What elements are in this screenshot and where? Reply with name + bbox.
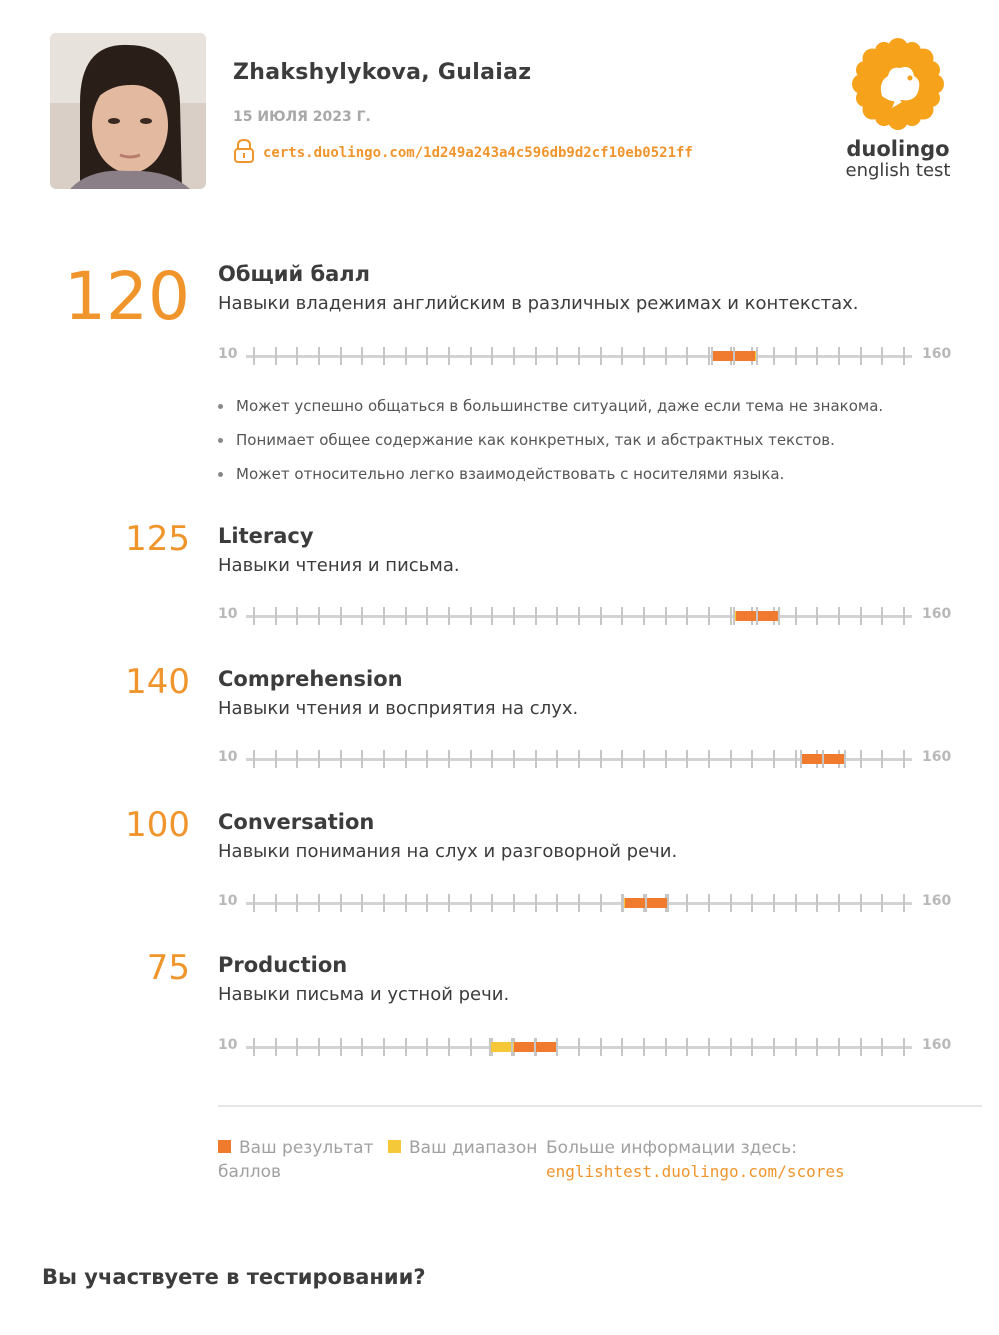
scale-tick <box>405 750 407 768</box>
scale-tick <box>773 894 775 912</box>
scale-tick <box>578 607 580 625</box>
scale-tick <box>318 347 320 365</box>
scale-tick <box>318 894 320 912</box>
literacy-title: Literacy <box>218 524 314 548</box>
legend-divider <box>218 1105 982 1107</box>
candidate-photo <box>50 33 206 189</box>
footer-question: Вы участвуете в тестировании? <box>42 1265 426 1289</box>
scale-tick <box>491 894 493 912</box>
scale-tick <box>340 347 342 365</box>
scale-tick <box>470 347 472 365</box>
scale-tick <box>816 607 818 625</box>
legend-result-label: Ваш результат <box>239 1138 374 1158</box>
conversation-title: Conversation <box>218 810 375 834</box>
scale-tick <box>751 1038 753 1056</box>
scale-tick <box>903 894 905 912</box>
scale-tick <box>556 347 558 365</box>
scale-tick <box>448 607 450 625</box>
scale-tick <box>773 1038 775 1056</box>
scale-min-label: 10 <box>218 893 238 909</box>
scale-tick <box>448 750 450 768</box>
scale-tick <box>253 607 255 625</box>
scale-tick <box>296 1038 298 1056</box>
scale-tick <box>470 894 472 912</box>
scale-tick <box>773 750 775 768</box>
scale-tick <box>795 607 797 625</box>
scale-tick <box>426 607 428 625</box>
range-divider <box>711 347 713 365</box>
scale-tick <box>470 1038 472 1056</box>
scale-tick <box>860 347 862 365</box>
scale-tick <box>665 347 667 365</box>
scale-tick <box>773 347 775 365</box>
scale-tick <box>405 894 407 912</box>
bullet-item: Может относительно легко взаимодействовать с носителями языка. <box>218 464 883 498</box>
range-divider <box>756 607 758 625</box>
scale-tick <box>860 894 862 912</box>
scale-tick <box>361 1038 363 1056</box>
scale-tick <box>578 750 580 768</box>
scale-tick <box>730 894 732 912</box>
conversation-score: 100 <box>125 805 190 845</box>
more-info-label: Больше информации здесь: <box>546 1138 797 1158</box>
overall-score: 120 <box>64 258 190 335</box>
scale-tick <box>578 1038 580 1056</box>
scale-tick <box>881 607 883 625</box>
result-swatch <box>218 1140 231 1153</box>
scale-tick <box>838 347 840 365</box>
scale-tick <box>426 750 428 768</box>
scale-tick <box>405 347 407 365</box>
range-divider <box>667 894 669 912</box>
literacy-description: Навыки чтения и письма. <box>218 555 460 576</box>
scale-tick <box>838 1038 840 1056</box>
scale-tick <box>513 894 515 912</box>
scale-tick <box>491 607 493 625</box>
scale-tick <box>405 607 407 625</box>
scale-tick <box>665 607 667 625</box>
logo-brand: duolingo <box>846 137 950 161</box>
scale-tick <box>383 607 385 625</box>
logo-subtitle: english test <box>845 160 951 181</box>
test-date: 15 ИЮЛЯ 2023 Г. <box>233 109 371 125</box>
scale-tick <box>253 894 255 912</box>
range-divider <box>556 1038 558 1056</box>
scale-tick <box>665 750 667 768</box>
scale-tick <box>361 750 363 768</box>
scale-tick <box>730 750 732 768</box>
scale-min-label: 10 <box>218 749 238 765</box>
scale-tick <box>600 750 602 768</box>
scale-tick <box>426 347 428 365</box>
scale-tick <box>643 750 645 768</box>
scale-tick <box>578 894 580 912</box>
legend-range <box>388 1136 537 1160</box>
comprehension-title: Comprehension <box>218 667 403 691</box>
scale-tick <box>340 894 342 912</box>
scale-tick <box>275 894 277 912</box>
bullet-item: Понимает общее содержание как конкретных, так и абстрактных текстов. <box>218 430 883 464</box>
legend-more-info <box>546 1136 845 1184</box>
scale-tick <box>816 347 818 365</box>
scale-tick <box>600 1038 602 1056</box>
scale-tick <box>686 1038 688 1056</box>
scale-tick <box>253 1038 255 1056</box>
scale-tick <box>426 894 428 912</box>
scale-tick <box>383 894 385 912</box>
scale-tick <box>881 347 883 365</box>
scale-tick <box>253 347 255 365</box>
scale-tick <box>795 1038 797 1056</box>
scale-min-label: 10 <box>218 606 238 622</box>
scale-max-label: 160 <box>922 749 952 765</box>
conversation-description: Навыки понимания на слух и разговорной речи. <box>218 841 678 862</box>
scale-tick <box>708 1038 710 1056</box>
scale-tick <box>296 347 298 365</box>
scale-tick <box>383 347 385 365</box>
scale-tick <box>665 1038 667 1056</box>
range-divider <box>822 750 824 768</box>
scale-tick <box>556 750 558 768</box>
scale-tick <box>708 347 710 365</box>
overall-title: Общий балл <box>218 262 371 286</box>
scale-tick <box>275 750 277 768</box>
scale-tick <box>318 1038 320 1056</box>
scale-tick <box>730 1038 732 1056</box>
scale-tick <box>708 607 710 625</box>
scale-max-label: 160 <box>922 606 952 622</box>
scale-tick <box>405 1038 407 1056</box>
range-divider <box>733 607 735 625</box>
scale-tick <box>686 347 688 365</box>
certificate-url[interactable]: certs.duolingo.com/1d249a243a4c596db9d2cf10eb0521ff <box>263 145 693 161</box>
scale-tick <box>903 1038 905 1056</box>
scale-min-label: 10 <box>218 346 238 362</box>
scale-tick <box>361 347 363 365</box>
range-divider <box>645 894 647 912</box>
scale-tick <box>643 347 645 365</box>
range-swatch <box>388 1140 401 1153</box>
range-divider <box>778 607 780 625</box>
production-title: Production <box>218 953 348 977</box>
scale-tick <box>600 894 602 912</box>
overall-scale <box>218 344 958 368</box>
scale-tick <box>881 750 883 768</box>
scale-tick <box>318 750 320 768</box>
scale-tick <box>535 750 537 768</box>
certificate-link[interactable] <box>233 138 693 168</box>
scale-tick <box>643 1038 645 1056</box>
scale-tick <box>491 750 493 768</box>
range-divider <box>534 1038 536 1056</box>
comprehension-description: Навыки чтения и восприятия на слух. <box>218 698 579 719</box>
scale-tick <box>816 894 818 912</box>
range-divider <box>800 750 802 768</box>
scale-tick <box>513 347 515 365</box>
scale-max-label: 160 <box>922 1037 952 1053</box>
overall-bullets <box>218 396 883 498</box>
scale-tick <box>621 750 623 768</box>
literacy-scale <box>218 604 958 628</box>
scale-tick <box>383 1038 385 1056</box>
scale-tick <box>556 894 558 912</box>
scale-tick <box>621 1038 623 1056</box>
range-divider <box>622 894 624 912</box>
scale-tick <box>881 1038 883 1056</box>
scale-max-label: 160 <box>922 346 952 362</box>
scale-tick <box>816 1038 818 1056</box>
scale-tick <box>838 607 840 625</box>
bullet-item: Может успешно общаться в большинстве ситуаций, даже если тема не знакома. <box>218 396 883 430</box>
scale-tick <box>491 347 493 365</box>
range-divider <box>511 1038 513 1056</box>
scale-tick <box>340 750 342 768</box>
duolingo-badge-icon <box>852 38 944 130</box>
scale-tick <box>838 894 840 912</box>
scale-tick <box>903 750 905 768</box>
scale-min-label: 10 <box>218 1037 238 1053</box>
conversation-scale <box>218 891 958 915</box>
legend-range-label: Ваш диапазон <box>409 1138 538 1158</box>
scale-tick <box>881 894 883 912</box>
scale-tick <box>730 607 732 625</box>
candidate-name: Zhakshylykova, Gulaiaz <box>233 60 532 85</box>
range-divider <box>844 750 846 768</box>
scale-tick <box>535 347 537 365</box>
scale-tick <box>708 750 710 768</box>
scale-tick <box>448 347 450 365</box>
range-divider <box>756 347 758 365</box>
scale-tick <box>600 347 602 365</box>
scale-tick <box>340 607 342 625</box>
scale-tick <box>860 1038 862 1056</box>
scale-tick <box>296 894 298 912</box>
scale-tick <box>686 750 688 768</box>
scale-tick <box>795 750 797 768</box>
production-scale <box>218 1035 958 1059</box>
scale-tick <box>318 607 320 625</box>
scale-tick <box>296 750 298 768</box>
scale-tick <box>643 607 645 625</box>
scale-tick <box>751 750 753 768</box>
lock-icon <box>233 138 255 168</box>
scale-tick <box>275 1038 277 1056</box>
scale-tick <box>361 607 363 625</box>
scale-tick <box>860 750 862 768</box>
range-divider <box>489 1038 491 1056</box>
scale-tick <box>275 607 277 625</box>
scale-tick <box>513 750 515 768</box>
scale-tick <box>296 607 298 625</box>
scale-tick <box>686 894 688 912</box>
scale-tick <box>448 1038 450 1056</box>
scale-tick <box>578 347 580 365</box>
scale-tick <box>903 607 905 625</box>
legend-result-label-2: баллов <box>218 1162 282 1182</box>
scale-tick <box>426 1038 428 1056</box>
legend-result <box>218 1136 374 1184</box>
scale-tick <box>535 607 537 625</box>
scale-tick <box>556 607 558 625</box>
duolingo-logo <box>835 38 961 182</box>
scale-tick <box>860 607 862 625</box>
scale-tick <box>686 607 688 625</box>
range-divider <box>733 347 735 365</box>
scale-tick <box>795 347 797 365</box>
scale-tick <box>600 607 602 625</box>
overall-description: Навыки владения английским в различных режимах и контекстах. <box>218 293 859 314</box>
comprehension-scale <box>218 747 958 771</box>
scale-tick <box>275 347 277 365</box>
production-description: Навыки письма и устной речи. <box>218 984 510 1005</box>
comprehension-score: 140 <box>125 662 190 702</box>
production-score: 75 <box>146 948 190 988</box>
scale-tick <box>621 347 623 365</box>
scale-tick <box>751 894 753 912</box>
scale-tick <box>621 607 623 625</box>
literacy-score: 125 <box>125 519 190 559</box>
scale-tick <box>470 607 472 625</box>
scale-tick <box>535 894 537 912</box>
scale-tick <box>513 607 515 625</box>
scores-link[interactable]: englishtest.duolingo.com/scores <box>546 1162 845 1181</box>
scale-tick <box>383 750 385 768</box>
scale-tick <box>708 894 710 912</box>
scale-tick <box>340 1038 342 1056</box>
scale-tick <box>448 894 450 912</box>
scale-max-label: 160 <box>922 893 952 909</box>
scale-tick <box>470 750 472 768</box>
scale-tick <box>795 894 797 912</box>
scale-tick <box>361 894 363 912</box>
scale-tick <box>903 347 905 365</box>
scale-tick <box>253 750 255 768</box>
